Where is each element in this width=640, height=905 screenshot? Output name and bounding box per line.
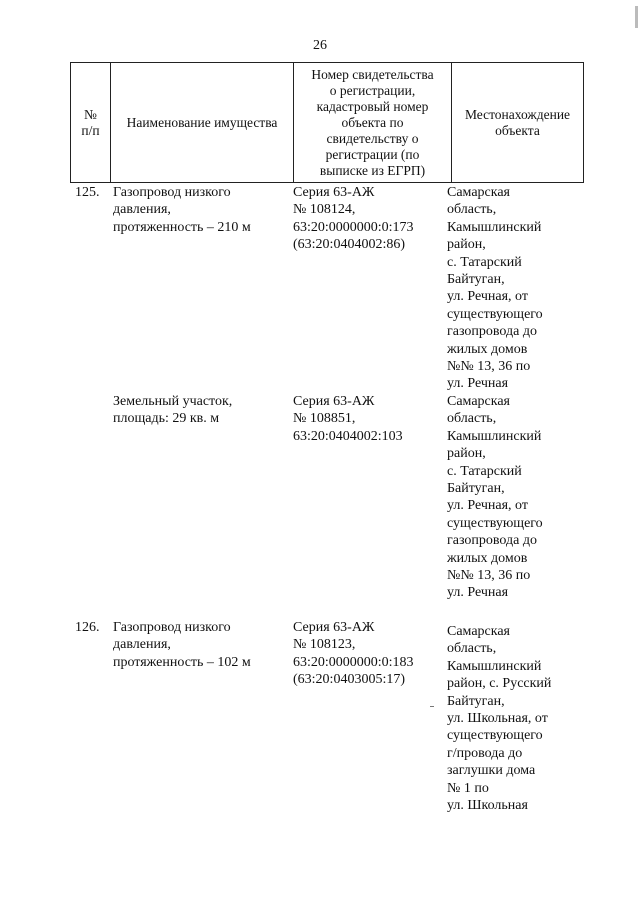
certificate-info: Серия 63-АЖ № 108124, 63:20:0000000:0:173 (63:20:0404002:86) — [293, 185, 414, 253]
property-name: Газопровод низкого давления, протяженность – 102 м — [113, 620, 251, 670]
object-location: Самарская область, Камышлинский район, с. Татарский Байтуган, ул. Речная, от существующего газопровода до жилых домов №№ 13, 36 по ул. Речная — [447, 185, 543, 392]
page-number: 26 — [313, 38, 327, 53]
row-number: 125. — [75, 185, 100, 200]
property-name: Земельный участок, площадь: 29 кв. м — [113, 394, 233, 427]
header-name: Наименование имущества — [111, 63, 294, 183]
certificate-info: Серия 63-АЖ № 108851, 63:20:0404002:103 — [293, 394, 403, 444]
table-header — [70, 62, 584, 183]
object-location: Самарская область, Камышлинский район, с. Русский Байтуган, ул. Школьная, от существующего г/провода до заглушки дома № 1 по ул. Школьная — [447, 624, 552, 814]
certificate-info: Серия 63-АЖ № 108123, 63:20:0000000:0:183 (63:20:0403005:17) — [293, 620, 414, 688]
object-location: Самарская область, Камышлинский район, с. Татарский Байтуган, ул. Речная, от существующего газопровода до жилых домов №№ 13, 36 по ул. Речная — [447, 394, 543, 601]
property-name: Газопровод низкого давления, протяженность – 210 м — [113, 185, 251, 235]
scan-artifact — [635, 6, 638, 28]
header-location: Местонахождение объекта — [452, 63, 584, 183]
scan-artifact-dash — [430, 706, 434, 707]
header-num: № п/п — [71, 63, 111, 183]
row-number: 126. — [75, 620, 100, 635]
header-cert: Номер свидетельства о регистрации, кадастровый номер объекта по свидетельству о регистрации (по выписке из ЕГРП) — [294, 63, 452, 183]
